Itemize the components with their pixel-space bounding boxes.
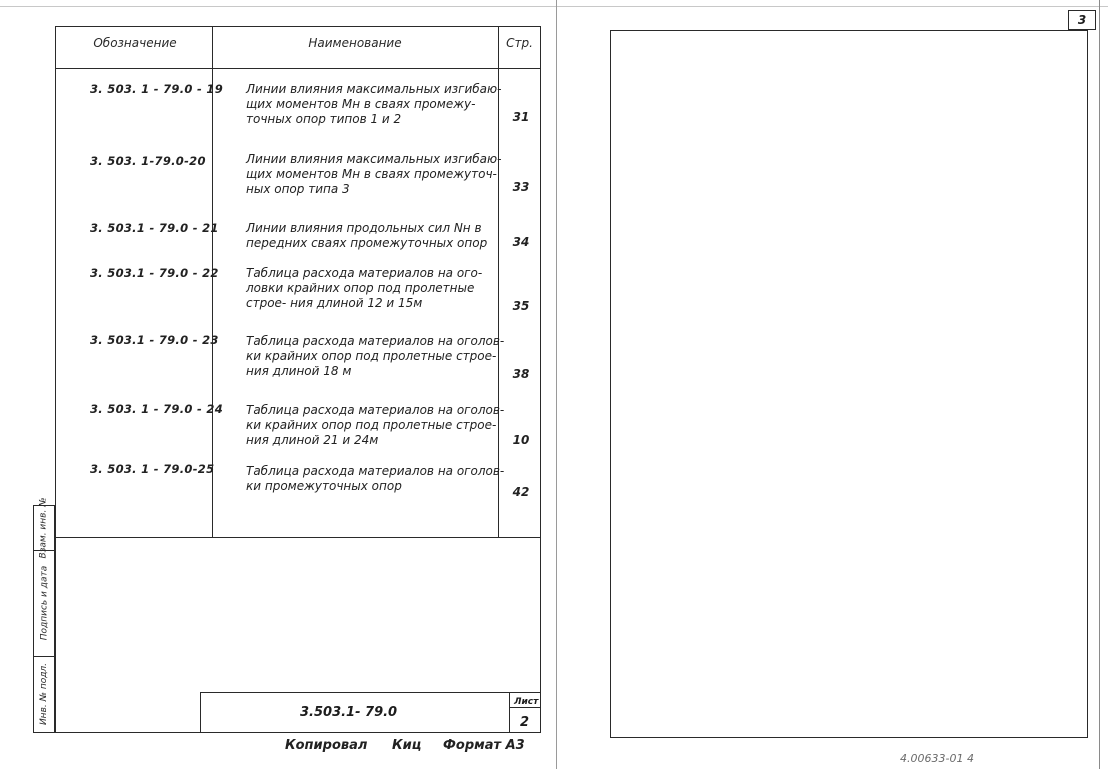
row-code: 3. 503. 1 - 79.0 - 19 bbox=[90, 82, 223, 96]
header-designation: Обозначение bbox=[93, 36, 177, 50]
row-page: 34 bbox=[512, 235, 530, 249]
row-name: Линии влияния максимальных изгибаю- щих моментов Мн в сваях промежуточ- ных опор типа 3 bbox=[246, 152, 502, 196]
row-name: Линии влияния максимальных изгибаю- щих моментов Мн в сваях промежу- точных опор типов 1 и 2 bbox=[246, 82, 502, 126]
right-bottom-note: 4.00633-01 4 bbox=[900, 752, 974, 765]
row-page: 31 bbox=[512, 110, 530, 124]
header-name: Наименование bbox=[308, 36, 402, 50]
right-sheet-frame bbox=[610, 30, 1088, 738]
top-edge-line bbox=[0, 6, 1108, 7]
table-divider-designation bbox=[212, 26, 213, 537]
row-page: 38 bbox=[512, 367, 530, 381]
sheet-label: Лист bbox=[514, 697, 539, 707]
row-name: Таблица расхода материалов на оголов- ки крайних опор под пролетные строе- ния длиной 21 и 24м bbox=[246, 403, 505, 447]
sheet-fold-line bbox=[556, 0, 557, 769]
right-edge-line bbox=[1099, 0, 1100, 769]
row-code: 3. 503.1 - 79.0 - 23 bbox=[90, 333, 219, 347]
table-header-line bbox=[55, 68, 541, 69]
stamp-sign-date-label: Подпись и дата bbox=[39, 565, 49, 641]
row-name: Таблица расхода материалов на ого- ловки крайних опор под пролетные строе- ния длиной 12 и 15м bbox=[246, 266, 483, 310]
row-page: 35 bbox=[512, 299, 530, 313]
stamp-sign-date bbox=[34, 550, 54, 656]
left-sheet-frame bbox=[55, 26, 541, 733]
row-code: 3. 503.1 - 79.0 - 21 bbox=[90, 221, 219, 235]
stamp-inv-replace-label: Взам. инв. № bbox=[39, 497, 50, 559]
row-name: Таблица расхода материалов на оголов- ки крайних опор под пролетные строе- ния длиной 18 м bbox=[246, 334, 505, 378]
row-page: 42 bbox=[512, 485, 530, 499]
stamp-inv-orig-label: Инв. № подл. bbox=[39, 662, 49, 726]
sheet-number: 2 bbox=[520, 715, 530, 730]
title-block-divider bbox=[509, 693, 510, 732]
row-code: 3. 503. 1 - 79.0-25 bbox=[90, 462, 215, 476]
footer-format: Формат А3 bbox=[443, 738, 525, 753]
table-bottom-line bbox=[55, 537, 541, 538]
footer-copied: Копировал bbox=[285, 738, 368, 753]
stamp-inv-replace bbox=[34, 497, 54, 559]
row-page: 10 bbox=[512, 433, 530, 447]
header-page: Стр. bbox=[506, 36, 533, 50]
document-code: 3.503.1- 79.0 bbox=[300, 705, 398, 720]
row-code: 3. 503. 1-79.0-20 bbox=[90, 154, 206, 168]
side-stamp bbox=[33, 497, 55, 733]
footer-copied-sign: Киц bbox=[392, 738, 422, 753]
right-page-number: 3 bbox=[1068, 10, 1096, 30]
row-page: 33 bbox=[512, 180, 530, 194]
row-name: Таблица расхода материалов на оголов- ки промежуточных опор bbox=[246, 464, 505, 493]
row-code: 3. 503.1 - 79.0 - 22 bbox=[90, 266, 219, 280]
row-name: Линии влияния продольных сил Nн в передних сваях промежуточных опор bbox=[246, 221, 488, 250]
title-block-sheet-divider bbox=[509, 707, 540, 708]
stamp-inv-orig bbox=[34, 656, 54, 732]
row-code: 3. 503. 1 - 79.0 - 24 bbox=[90, 402, 223, 416]
